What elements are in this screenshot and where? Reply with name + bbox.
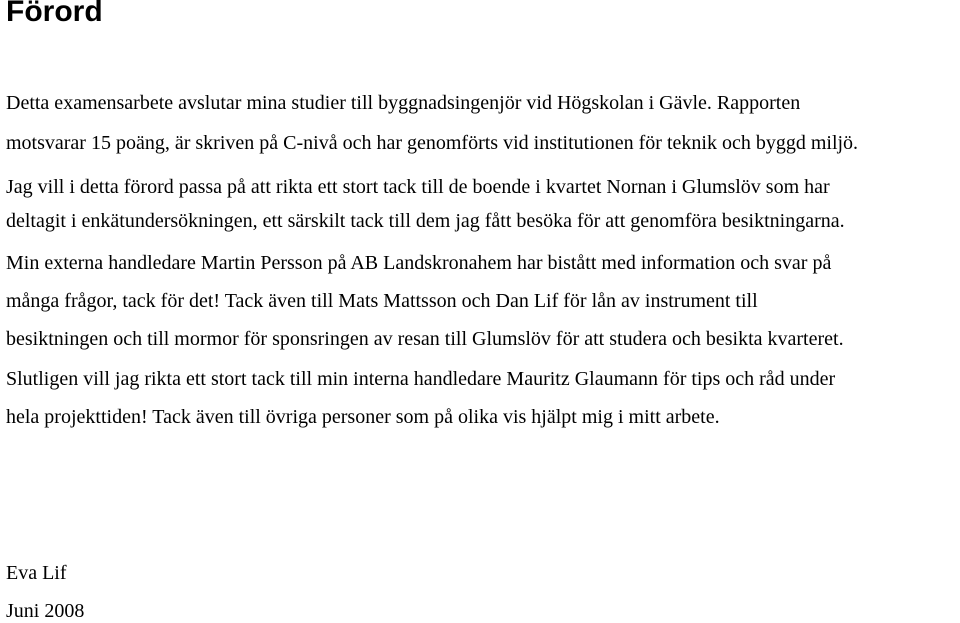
paragraph-line: Slutligen vill jag rikta ett stort tack till min interna handledare Mauritz Glaumann för tips och råd under — [6, 368, 836, 390]
paragraph-line: Detta examensarbete avslutar mina studier till byggnadsingenjör vid Högskolan i Gävle. Rapporten — [6, 92, 801, 114]
paragraph-line: deltagit i enkätundersökningen, ett särskilt tack till dem jag fått besöka för att genomföra besiktningarna. — [6, 210, 845, 232]
paragraph-line: hela projekttiden! Tack även till övriga personer som på olika vis hjälpt mig i mitt arbete. — [6, 406, 720, 428]
author-name: Eva Lif — [6, 562, 67, 584]
paragraph-line: Min externa handledare Martin Persson på AB Landskronahem har bistått med information och svar på — [6, 252, 832, 274]
page-title: Förord — [6, 0, 103, 28]
signature-date: Juni 2008 — [6, 600, 85, 622]
paragraph-line: Jag vill i detta förord passa på att rikta ett stort tack till de boende i kvartet Nornan i Glumslöv som har — [6, 176, 830, 198]
paragraph-line: många frågor, tack för det! Tack även till Mats Mattsson och Dan Lif för lån av instrument till — [6, 290, 758, 312]
paragraph-line: motsvarar 15 poäng, är skriven på C-nivå och har genomförts vid institutionen för teknik och byggd miljö. — [6, 132, 859, 154]
paragraph-line: besiktningen och till mormor för sponsringen av resan till Glumslöv för att studera och besikta kvarteret. — [6, 328, 844, 350]
